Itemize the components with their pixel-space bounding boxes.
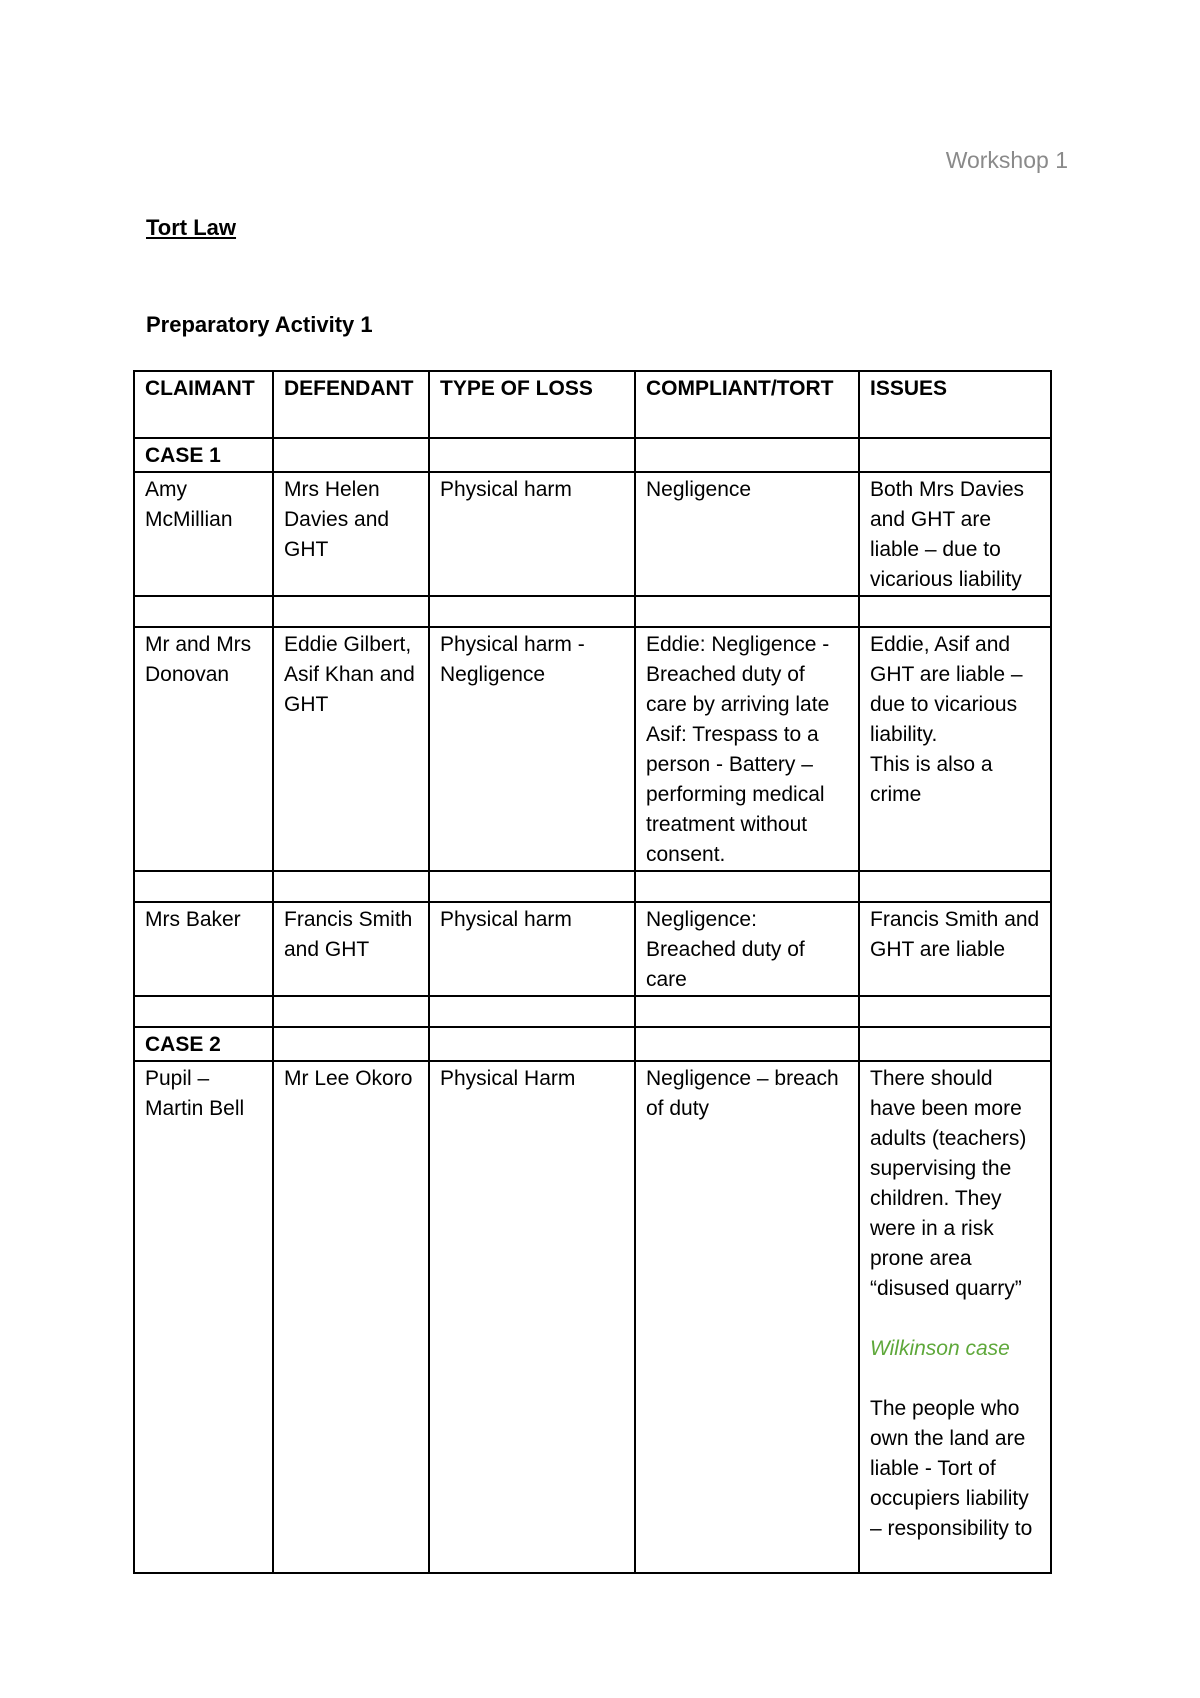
- issues-text: There should have been more adults (teachers) supervising the children. They were in a risk prone area “disused quarry”: [870, 1067, 1027, 1300]
- case-reference-note: Wilkinson case: [870, 1337, 1010, 1360]
- activity-heading: Preparatory Activity 1: [146, 312, 373, 337]
- loss-cell: Physical Harm: [429, 1061, 635, 1573]
- loss-cell: Physical harm: [429, 902, 635, 996]
- defendant-cell: Mrs Helen Davies and GHT: [273, 472, 429, 596]
- case-label-row: [134, 438, 1051, 472]
- spacer-row: [134, 871, 1051, 902]
- loss-cell: Physical harm - Negligence: [429, 627, 635, 871]
- claimant-cell: Amy McMillian: [134, 472, 273, 596]
- case-2-label: CASE 2: [134, 1027, 273, 1061]
- tort-cell: Eddie: Negligence - Breached duty of care by arriving late Asif: Trespass to a person - Battery – performing medical treatment without consent.: [635, 627, 859, 871]
- issues-cell: [859, 1061, 1051, 1573]
- table-row: [134, 627, 1051, 871]
- issues-cell: Eddie, Asif and GHT are liable – due to vicarious liability. This is also a crime: [859, 627, 1051, 871]
- column-header-claimant: CLAIMANT: [134, 371, 273, 438]
- case-1-label: CASE 1: [134, 438, 273, 472]
- loss-cell: Physical harm: [429, 472, 635, 596]
- column-header-tort: COMPLIANT/TORT: [635, 371, 859, 438]
- table-row: [134, 472, 1051, 596]
- issues-cell: Both Mrs Davies and GHT are liable – due to vicarious liability: [859, 472, 1051, 596]
- document-title: Tort Law: [146, 215, 237, 240]
- tort-cell: Negligence – breach of duty: [635, 1061, 859, 1573]
- column-header-defendant: DEFENDANT: [273, 371, 429, 438]
- claimant-cell: Pupil – Martin Bell: [134, 1061, 273, 1573]
- defendant-cell: Mr Lee Okoro: [273, 1061, 429, 1573]
- defendant-cell: Francis Smith and GHT: [273, 902, 429, 996]
- column-header-issues: ISSUES: [859, 371, 1051, 438]
- table-row: [134, 1061, 1051, 1573]
- case-label-row: [134, 1027, 1051, 1061]
- claimant-cell: Mr and Mrs Donovan: [134, 627, 273, 871]
- defendant-cell: Eddie Gilbert, Asif Khan and GHT: [273, 627, 429, 871]
- tort-cell: Negligence: Breached duty of care: [635, 902, 859, 996]
- tort-table: [133, 370, 1052, 1574]
- table-header-row: [134, 371, 1051, 438]
- column-header-type-of-loss: TYPE OF LOSS: [429, 371, 635, 438]
- table-row: [134, 902, 1051, 996]
- tort-cell: Negligence: [635, 472, 859, 596]
- claimant-cell: Mrs Baker: [134, 902, 273, 996]
- issues-cell: Francis Smith and GHT are liable: [859, 902, 1051, 996]
- workshop-label: Workshop 1: [945, 147, 1068, 173]
- issues-text: The people who own the land are liable - Tort of occupiers liability – responsibility to: [870, 1397, 1033, 1540]
- spacer-row: [134, 996, 1051, 1027]
- spacer-row: [134, 596, 1051, 627]
